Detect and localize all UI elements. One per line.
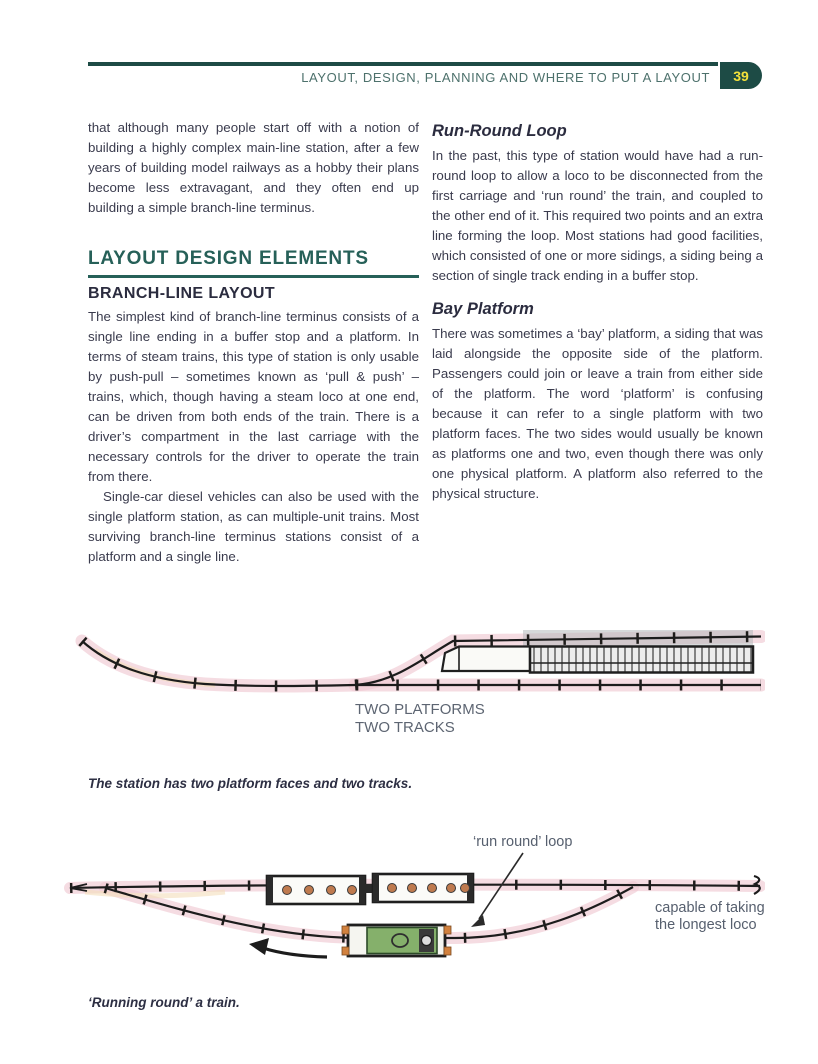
header-rule	[88, 62, 718, 66]
run-round-loop-paragraph: In the past, this type of station would have had a run-round loop to allow a loco to be disconnected from the first carriage and ‘run round’ the train, and coupled to the other end of it. This required two points and an extra line forming the loop. Most stations had good facilities, which consisted of one or more sidings, a siding being a section of single track ending in a buffer stop.	[432, 148, 763, 283]
bay-platform-heading: Bay Platform	[432, 300, 534, 318]
branch-line-paragraph: The simplest kind of branch-line terminus consists of a single line ending in a buffer stop and a platform. In terms of steam trains, this type of station is only usable by push-pull – sometimes known as ‘pull & push’ – trains, which, though having a steam loco at one end, can be driven from both ends of the train. There is a driver’s compartment in the last carriage with the necessary controls for the driver to operate the train from there.	[88, 308, 419, 484]
run-round-sketch	[55, 826, 765, 984]
text-columns	[88, 118, 763, 567]
run-round-loop-section	[432, 122, 763, 286]
label-two-platforms: TWO PLATFORMS	[355, 701, 485, 718]
page-header	[88, 62, 762, 85]
locomotive	[342, 925, 451, 956]
platform-canopy	[530, 647, 753, 673]
carriage-2	[373, 874, 473, 902]
label-run-round-loop: ‘run round’ loop	[473, 834, 573, 850]
left-column	[88, 118, 419, 567]
section-heading-rule	[88, 275, 419, 278]
bay-platform-paragraph: There was sometimes a ‘bay’ platform, a siding that was laid alongside the opposite side of the platform. Passengers could join or leave a train from either side of the platform. The word ‘platform’ is confusing because it can refer to a single platform with two platform faces. The two sides would usually be known as platforms one and two, even though there was only one physical platform. A platform also referred to the physical structure.	[432, 326, 763, 501]
carriage-1	[267, 876, 365, 904]
station-sketch	[55, 608, 765, 758]
platform-ramp	[442, 647, 530, 672]
figure1-caption: The station has two platform faces and two tracks.	[88, 776, 413, 791]
running-header-title: LAYOUT, DESIGN, PLANNING AND WHERE TO PUT A LAYOUT	[301, 70, 710, 85]
figure-two-platforms	[55, 608, 765, 758]
sub-heading: BRANCH-LINE LAYOUT	[88, 284, 276, 302]
diesel-paragraph: Single-car diesel vehicles can also be used with the single platform station, as can multiple-unit trains. Most surviving branch-line terminus stations consist of a platform and a single line.	[88, 488, 419, 564]
run-round-loop-heading: Run-Round Loop	[432, 122, 567, 140]
intro-paragraph: that although many people start off with a notion of building a highly complex main-line station, after a few years of building model railways as a hobby their plans become less extravagant, and they often end up building a simple branch-line terminus.	[88, 120, 419, 215]
figure2-caption: ‘Running round’ a train.	[88, 995, 240, 1010]
label-two-tracks: TWO TRACKS	[355, 719, 455, 736]
label-capable-line1: capable of taking	[655, 900, 765, 916]
page-number-badge	[720, 62, 762, 89]
right-column	[432, 118, 763, 567]
section-heading: LAYOUT DESIGN ELEMENTS	[88, 248, 369, 269]
page-number: 39	[733, 67, 749, 84]
figure-run-round-loop	[55, 826, 765, 984]
bay-platform-section	[432, 300, 763, 504]
label-capable-line2: the longest loco	[655, 917, 757, 933]
